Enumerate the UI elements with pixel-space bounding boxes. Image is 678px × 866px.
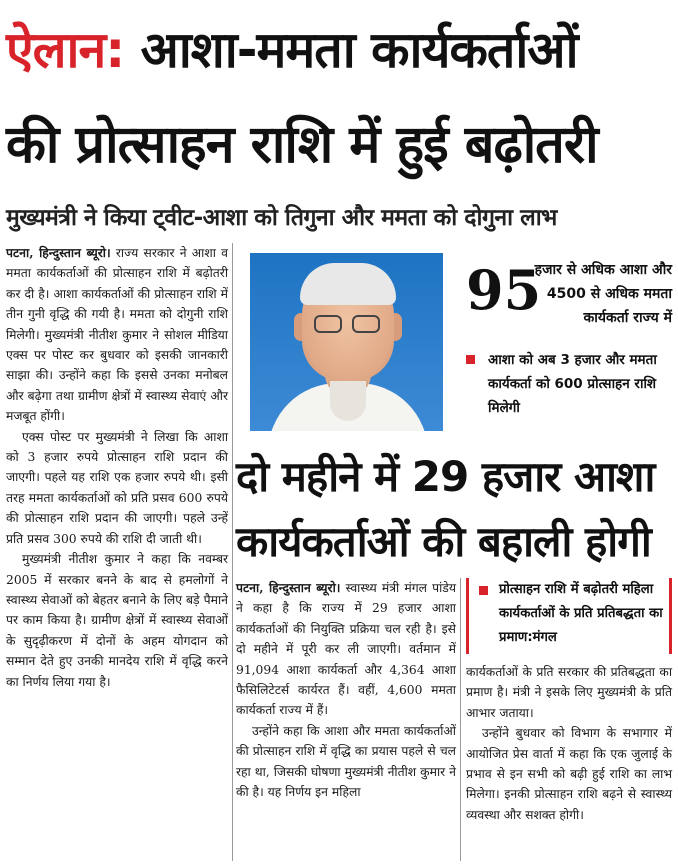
headline-tag: ऐलान <box>6 21 106 79</box>
column-divider <box>460 578 461 861</box>
bullet-square-icon <box>466 355 475 364</box>
quote-text: प्रोत्साहन राशि में बढ़ोतरी महिला कार्यकर्ताओं के प्रति प्रतिबद्धता का प्रमाण:मंगल <box>499 582 663 645</box>
paragraph <box>6 243 228 427</box>
headline-line1-text: आशा-ममता कार्यकर्ताओं <box>140 21 578 79</box>
paragraph <box>236 578 456 721</box>
headline-line-1 <box>6 4 674 96</box>
paragraph: कार्यकर्ताओं के प्रति सरकार की प्रतिबद्धता का प्रमाण है। मंत्री ने इसके लिए मुख्यमंत्री के प्रति आभार जताया। <box>466 665 672 720</box>
article-column-2 <box>236 578 456 861</box>
paragraph: एक्स पोस्ट पर मुख्यमंत्री ने लिखा कि आशा को 3 हजार रुपये प्रोत्साहन राशि प्रदान की जाएगी। पहले यह राशि एक हजार रुपये थी। इसी तरह ममता कार्यकर्ताओं को प्रति प्रसव 600 रुपये की प्रोत्साहन राशि प्रदान की जाएगी। पहले उन्हें प्रति प्रसव 300 रुपये की राशि दी जाती थी। <box>6 429 228 546</box>
subheadline: मुख्यमंत्री ने किया ट्वीट-आशा को तिगुना और ममता को दोगुना लाभ <box>6 205 557 231</box>
second-headline-line-1: दो महीने में 29 हजार आशा <box>236 452 655 501</box>
paragraph-text: राज्य सरकार ने आशा व ममता कार्यकर्ताओं की प्रोत्साहन राशि में बढ़ोतरी कर दी है। आशा कार्यकर्ताओं की प्रोत्साहन राशि में तीन गुनी वृद्धि की गयी है। ममता को दोगुनी राशि मिलेगी। मुख्यमंत्री नीतीश कुमार ने सोशल मीडिया एक्स पर पोस्ट कर बुधवार को इसकी जानकारी साझा की। उन्होंने कहा कि इससे उनका मनोबल और बढ़ेगा तथा ग्रामीण क्षेत्रों में स्वास्थ्य सेवाएं और मजबूत होंगी। <box>6 246 228 424</box>
stat-box <box>466 254 672 334</box>
paragraph-text: स्वास्थ्य मंत्री मंगल पांडेय ने कहा है कि राज्य में 29 हजार आशा कार्यकर्ताओं की नियुक्ति प्रक्रिया चल रही है। इसे दो महीने में पूरी कर ली जाएगी। वर्तमान में 91,094 आशा कार्यकर्ता और 4,364 आशा फैसिलिटेटर्स कार्यरत हैं। वहीं, 4,600 ममता कार्यकर्ता राज्य में हैं। <box>236 581 456 718</box>
article-column-1 <box>6 243 228 861</box>
headline-line-2: की प्रोत्साहन राशि में हुई बढ़ोतरी <box>6 115 598 175</box>
bullet-square-icon <box>479 586 488 595</box>
headline-separator: : <box>105 21 125 79</box>
quote-box <box>466 578 672 654</box>
dateline: पटना, हिन्दुस्तान ब्यूरो। <box>236 580 341 595</box>
highlight-bullet <box>466 348 672 428</box>
highlight-text: आशा को अब 3 हजार और ममता कार्यकर्ता को 600 प्रोत्साहन राशि मिलेगी <box>488 352 657 416</box>
stat-number: 95 <box>466 258 542 322</box>
portrait-photo <box>250 253 443 431</box>
article-column-3 <box>466 662 672 861</box>
paragraph: उन्होंने कहा कि आशा और ममता कार्यकर्ताओं की प्रोत्साहन राशि में वृद्धि का प्रयास पहले से चल रहा था, जिसकी घोषणा मुख्यमंत्री नीतीश कुमार ने की है। यह निर्णय इन महिला <box>236 723 456 800</box>
second-headline-line-2: कार्यकर्ताओं की बहाली होगी <box>236 517 651 566</box>
stat-text: हजार से अधिक आशा और 4500 से अधिक ममता कार्यकर्ता राज्य में <box>534 262 672 326</box>
column-divider <box>232 243 233 861</box>
paragraph: मुख्यमंत्री नीतीश कुमार ने कहा कि नवम्बर 2005 में सरकार बनने के बाद से हमलोगों ने स्वास्थ्य सेवाओं को बेहतर बनाने के लिए बड़े पैमाने पर काम किया है। ग्रामीण क्षेत्रों में स्वास्थ्य सेवाओं के सुदृढ़ीकरण में दोनों के अहम योगदान को सम्मान देते हुए उनकी मानदेय राशि में वृद्धि करने का निर्णय लिया गया है। <box>6 552 228 689</box>
dateline: पटना, हिन्दुस्तान ब्यूरो। <box>6 245 111 260</box>
paragraph: उन्होंने बुधवार को विभाग के सभागार में आयोजित प्रेस वार्ता में कहा कि एक जुलाई के प्रभाव से इन सभी को बढ़ी हुई राशि का लाभ मिलेगा। इनकी प्रोत्साहन राशि बढ़ने से स्वास्थ्य व्यवस्था और सशक्त होगी। <box>466 726 672 822</box>
